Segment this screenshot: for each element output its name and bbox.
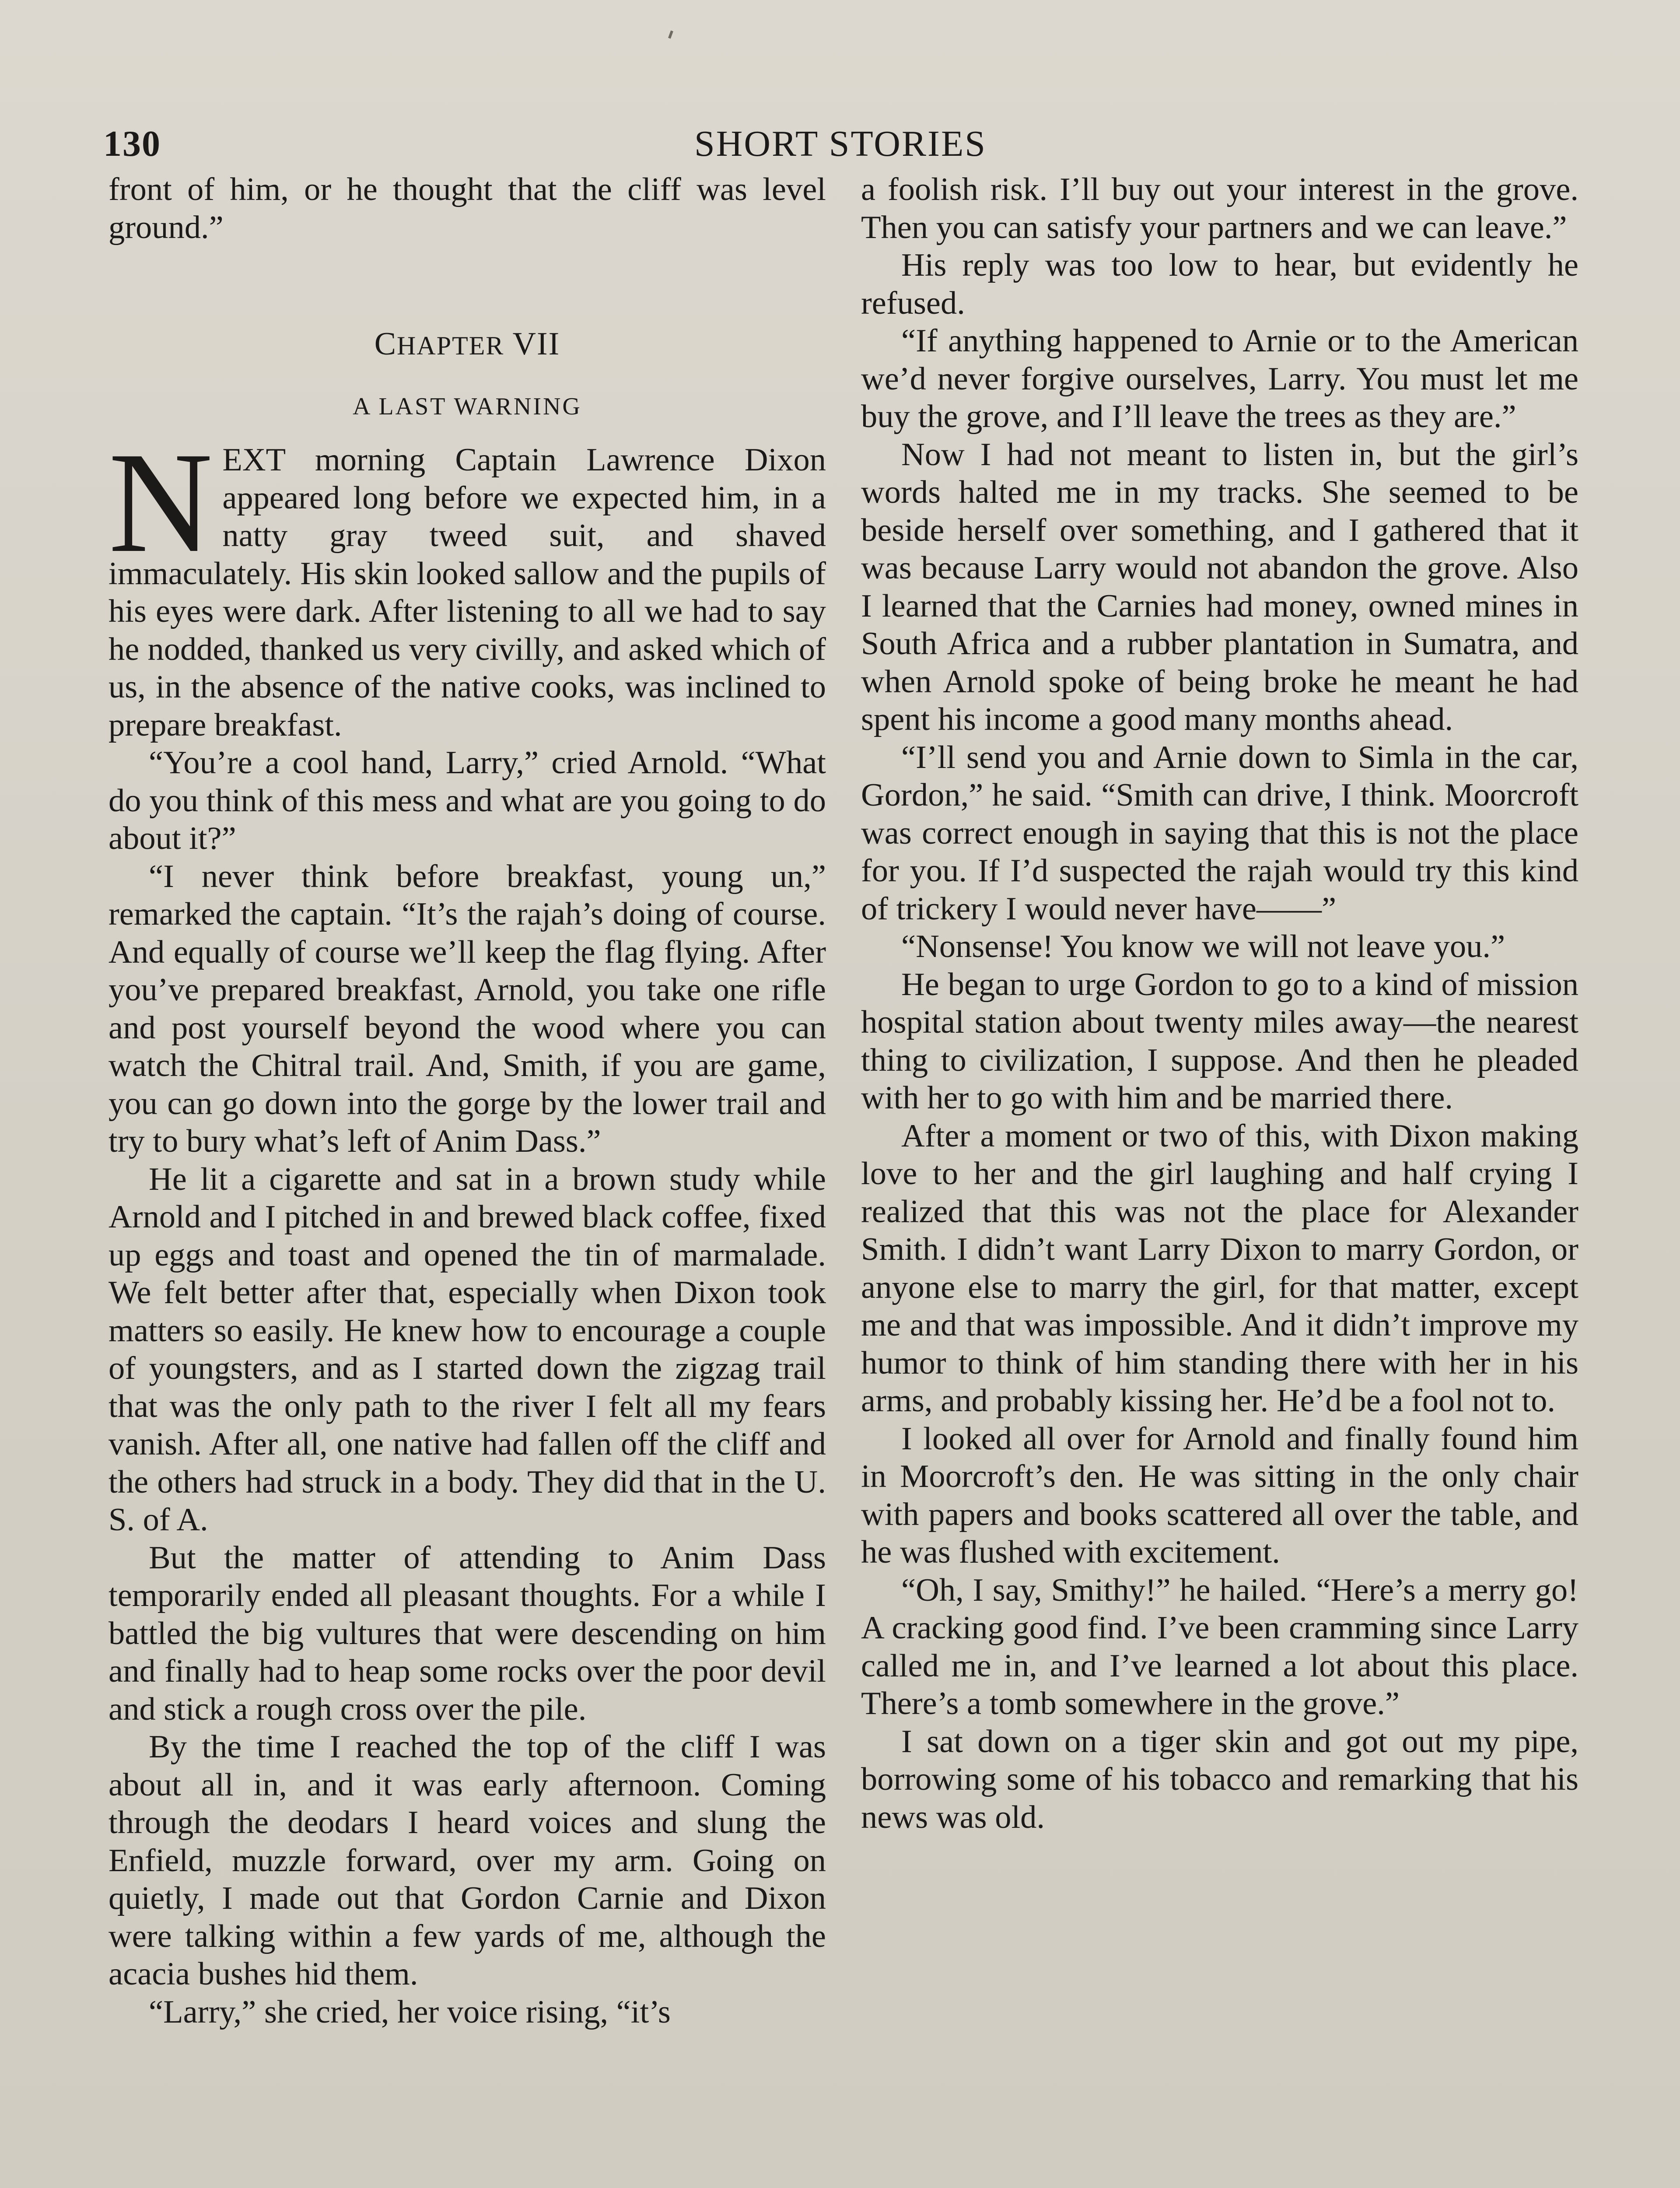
chapter-title-initial: C xyxy=(374,326,397,362)
page-header xyxy=(103,118,1578,166)
paragraph: “Nonsense! You know we will not leave you.” xyxy=(901,929,1505,964)
paragraph: “I’ll send you and Arnie down to Simla in the car, Gordon,” he said. “Smith can drive, I think. Moorcroft was correct enough in saying that this is not the place for you. If I’d suspected the rajah would try this kind of trickery I would never have——” xyxy=(861,739,1578,927)
paper-speck xyxy=(668,31,673,39)
paragraph: “You’re a cool hand, Larry,” cried Arnold. “What do you think of this mess and what are you going to do about it?” xyxy=(108,745,826,856)
running-title: SHORT STORIES xyxy=(694,123,987,164)
paragraph: front of him, or he thought that the cliff was level ground.” xyxy=(108,172,826,245)
paragraph: “If anything happened to Arnie or to the American we’d never forgive ourselves, Larry. You must let me buy the grove, and I’ll leave the trees as they are.” xyxy=(861,323,1578,435)
drop-cap: N xyxy=(108,423,213,582)
chapter-title-word: HAPTER xyxy=(397,331,504,360)
paragraph: But the matter of attending to Anim Dass temporarily ended all pleasant thoughts. For a while I battled the big vultures that were descending on him and finally had to heap some rocks over the poor devil and stick a rough cross over the pile. xyxy=(108,1539,826,1727)
paragraph: I looked all over for Arnold and finally found him in Moorcroft’s den. He was sitting in the only chair with papers and books scattered all over the table, and he was flushed with excitement. xyxy=(861,1420,1578,1570)
paragraph-opening xyxy=(108,423,826,744)
chapter-number: VII xyxy=(512,326,560,362)
paragraph: I sat down on a tiger skin and got out my pipe, borrowing some of his tobacco and remarking that his news was old. xyxy=(861,1723,1578,1835)
paragraph-opening-text: EXT morning Captain Lawrence Dixon appeared long before we expected him, in a natty gray tweed suit, and shaved immaculately. His skin looked sallow and the pupils of his eyes were dark. After listening to all we had to say he nodded, thanked us very civilly, and asked which of us, in the absence of the native cooks, was inclined to prepare breakfast. xyxy=(108,442,826,743)
chapter-title xyxy=(108,325,826,363)
paragraph: After a moment or two of this, with Dixon making love to her and the girl laughing and half crying I realized that this was not the place for Alexander Smith. I didn’t want Larry Dixon to marry Gordon, or anyone else to marry the girl, for that matter, except me and that was impossible. And it didn’t improve my humor to think of him standing there with her in his arms, and probably kissing her. He’d be a fool not to. xyxy=(861,1118,1578,1419)
paragraph: By the time I reached the top of the cliff I was about all in, and it was early afternoon. Coming through the deodars I heard voices and slung the Enfield, muzzle forward, over my arm. Going on quietly, I made out that Gordon Carnie and Dixon were talking within a few yards of me, although the acacia bushes hid them. xyxy=(108,1729,826,1992)
page-number: 130 xyxy=(103,123,161,164)
left-column xyxy=(108,171,826,2188)
paragraph: He began to urge Gordon to go to a kind of mission hospital station about twenty miles away—the nearest thing to civilization, I suppose. And then he pleaded with her to go with him and be married there. xyxy=(861,966,1578,1116)
paragraph: a foolish risk. I’ll buy out your interest in the grove. Then you can satisfy your partners and we can leave.” xyxy=(861,172,1578,245)
right-column xyxy=(861,171,1578,2188)
paragraph: “Oh, I say, Smithy!” he hailed. “Here’s a merry go! A cracking good find. I’ve been cramming since Larry called me in, and I’ve learned a lot about this place. There’s a tomb somewhere in the grove.” xyxy=(861,1572,1578,1722)
chapter-subtitle: A LAST WARNING xyxy=(353,393,582,420)
paragraph: His reply was too low to hear, but evidently he refused. xyxy=(861,247,1578,321)
paragraph: Now I had not meant to listen in, but the girl’s words halted me in my tracks. She seemed to be beside herself over something, and I gathered that it was because Larry would not abandon the grove. Also I learned that the Carnies had money, owned mines in South Africa and a rubber plantation in Sumatra, and when Arnold spoke of being broke he meant he had spent his income a good many months ahead. xyxy=(861,436,1578,737)
paragraph: “Larry,” she cried, her voice rising, “it’s xyxy=(149,1994,671,2030)
paragraph: “I never think before breakfast, young un,” remarked the captain. “It’s the rajah’s doing of course. And equally of course we’ll keep the flag flying. After you’ve prepared breakfast, Arnold, you take one rifle and post yourself beyond the wood where you can watch the Chitral trail. And, Smith, if you are game, you can go down into the gorge by the lower trail and try to bury what’s left of Anim Dass.” xyxy=(108,858,826,1159)
paragraph: He lit a cigarette and sat in a brown study while Arnold and I pitched in and brewed black coffee, fixed up eggs and toast and opened the tin of marmalade. We felt better after that, especially when Dixon took matters so easily. He knew how to encourage a couple of youngsters, and as I started down the zigzag trail that was the only path to the river I felt all my fears vanish. After all, one native had fallen off the cliff and the others had struck in a body. They did that in the U. S. of A. xyxy=(108,1161,826,1538)
